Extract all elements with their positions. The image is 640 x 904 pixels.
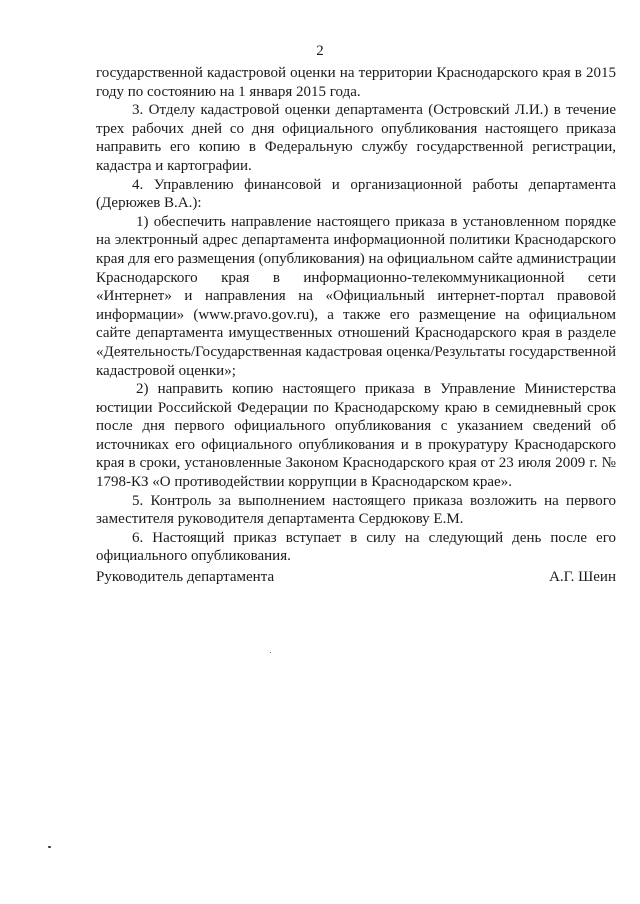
paragraph-item-5: 5. Контроль за выполнением настоящего приказа возложить на первого заместителя руководителя департамента Сердюкову Е.М.	[96, 492, 616, 528]
document-body	[96, 64, 616, 566]
paragraph-item-6: 6. Настоящий приказ вступает в силу на следующий день после его официального опубликования.	[96, 529, 616, 565]
paragraph-item-3: 3. Отделу кадастровой оценки департамента (Островский Л.И.) в течение трех рабочих дней со дня официального опубликования настоящего приказа направить его копию в Федеральную службу государственной регистрации, кадастра и картографии.	[96, 102, 616, 174]
scan-speck	[48, 846, 51, 848]
scan-speck	[270, 652, 271, 653]
signatory-position: Руководитель департамента	[96, 569, 275, 585]
paragraph-continuation: государственной кадастровой оценки на территории Краснодарского края в 2015 году по состоянию на 1 января 2015 года.	[96, 65, 616, 100]
signature-block	[96, 568, 616, 586]
signatory-name: А.Г. Шеин	[549, 569, 616, 585]
paragraph-item-4: 4. Управлению финансовой и организационной работы департамента (Дерюжев В.А.):	[96, 176, 616, 212]
page-number: 2	[316, 43, 324, 59]
paragraph-subitem-4-2: 2) направить копию настоящего приказа в Управление Министерства юстиции Российской Федерации по Краснодарскому краю в семидневный срок после дня первого официального опубликования с указанием сведений об источниках его официального опубликования и в прокуратуру Краснодарского края в сроки, установленные Законом Краснодарского края от 23 июля 2009 г. № 1798-КЗ «О противодействии коррупции в Краснодарском крае».	[96, 381, 616, 491]
paragraph-subitem-4-1: 1) обеспечить направление настоящего приказа в установленном порядке на электронный адрес департамента информационной политики Краснодарского края для его размещения (опубликования) на официальном сайте администрации Краснодарского края в информационно-телекоммуникационной сети «Интернет» и направления на «Официальный интернет-портал правовой информации» (www.pravo.gov.ru), а также его размещение на официальном сайте департамента имущественных отношений Краснодарского края в разделе «Деятельность/Государственная кадастровая оценка/Результаты государственной кадастровой оценки»;	[96, 213, 616, 379]
